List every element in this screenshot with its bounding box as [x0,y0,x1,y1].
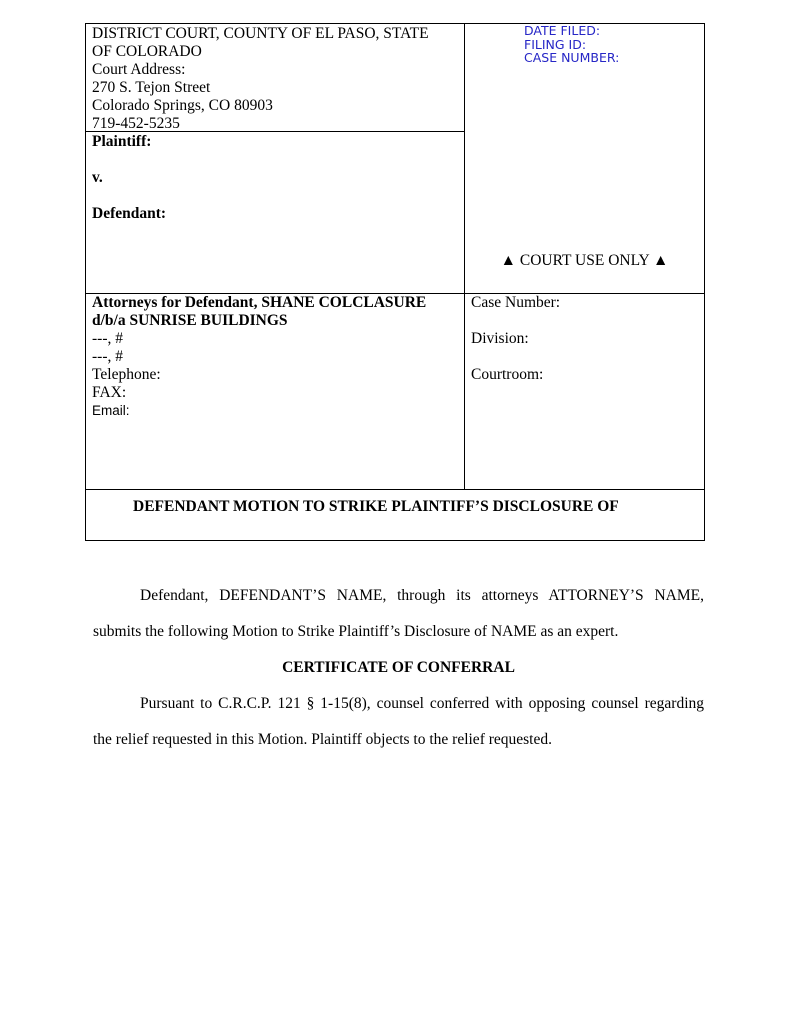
attorney-line-2: d/b/a SUNRISE BUILDINGS [92,312,288,329]
date-filed-label: DATE FILED: [524,23,601,38]
motion-title: DEFENDANT MOTION TO STRIKE PLAINTIFF’S DISCLOSURE OF [86,489,704,541]
division-label: Division: [471,330,529,347]
court-name-line-1: DISTRICT COURT, COUNTY OF EL PASO, STATE [92,25,429,42]
defendant-label: Defendant: [92,205,167,222]
body-paragraph-2-line-2: the relief requested in this Motion. Plaintiff objects to the relief requested. [93,731,552,748]
plaintiff-label: Plaintiff: [92,133,152,150]
attorney-address-line-2: ---, # [92,348,123,365]
court-name-line-2: OF COLORADO [92,43,202,60]
attorney-address-line-1: ---, # [92,330,123,347]
court-info-cell [86,24,465,132]
case-info-cell [465,293,704,490]
attorney-cell [86,293,465,490]
attorney-line-1: Attorneys for Defendant, SHANE COLCLASURE [92,294,427,311]
body-paragraph-1-line-2: submits the following Motion to Strike Plaintiff’s Disclosure of NAME as an expert. [93,623,619,640]
filing-id-label: FILING ID: [524,36,587,52]
court-street: 270 S. Tejon Street [92,79,211,96]
courtroom-label: Courtroom: [471,366,544,383]
case-number-stamp-label: CASE NUMBER: [524,50,620,65]
attorney-fax: FAX: [92,384,127,401]
body-paragraph-1-line-1: Defendant, DEFENDANT’S NAME, through its attorneys ATTORNEY’S NAME, [140,587,704,604]
court-address-label: Court Address: [92,61,186,78]
case-number-label: Case Number: [471,294,561,311]
certificate-heading: CERTIFICATE OF CONFERRAL [282,659,515,676]
court-use-only-label: ▲ COURT USE ONLY ▲ [500,252,669,269]
court-city: Colorado Springs, CO 80903 [92,97,273,114]
body-paragraph-2-line-1: Pursuant to C.R.C.P. 121 § 1-15(8), counsel conferred with opposing counsel regarding [140,695,704,712]
versus-label: v. [92,169,103,186]
attorney-email: Email: [92,403,130,418]
court-phone: 719-452-5235 [92,115,180,132]
parties-cell [86,132,465,293]
attorney-telephone: Telephone: [92,366,161,383]
caption-table [85,23,705,541]
